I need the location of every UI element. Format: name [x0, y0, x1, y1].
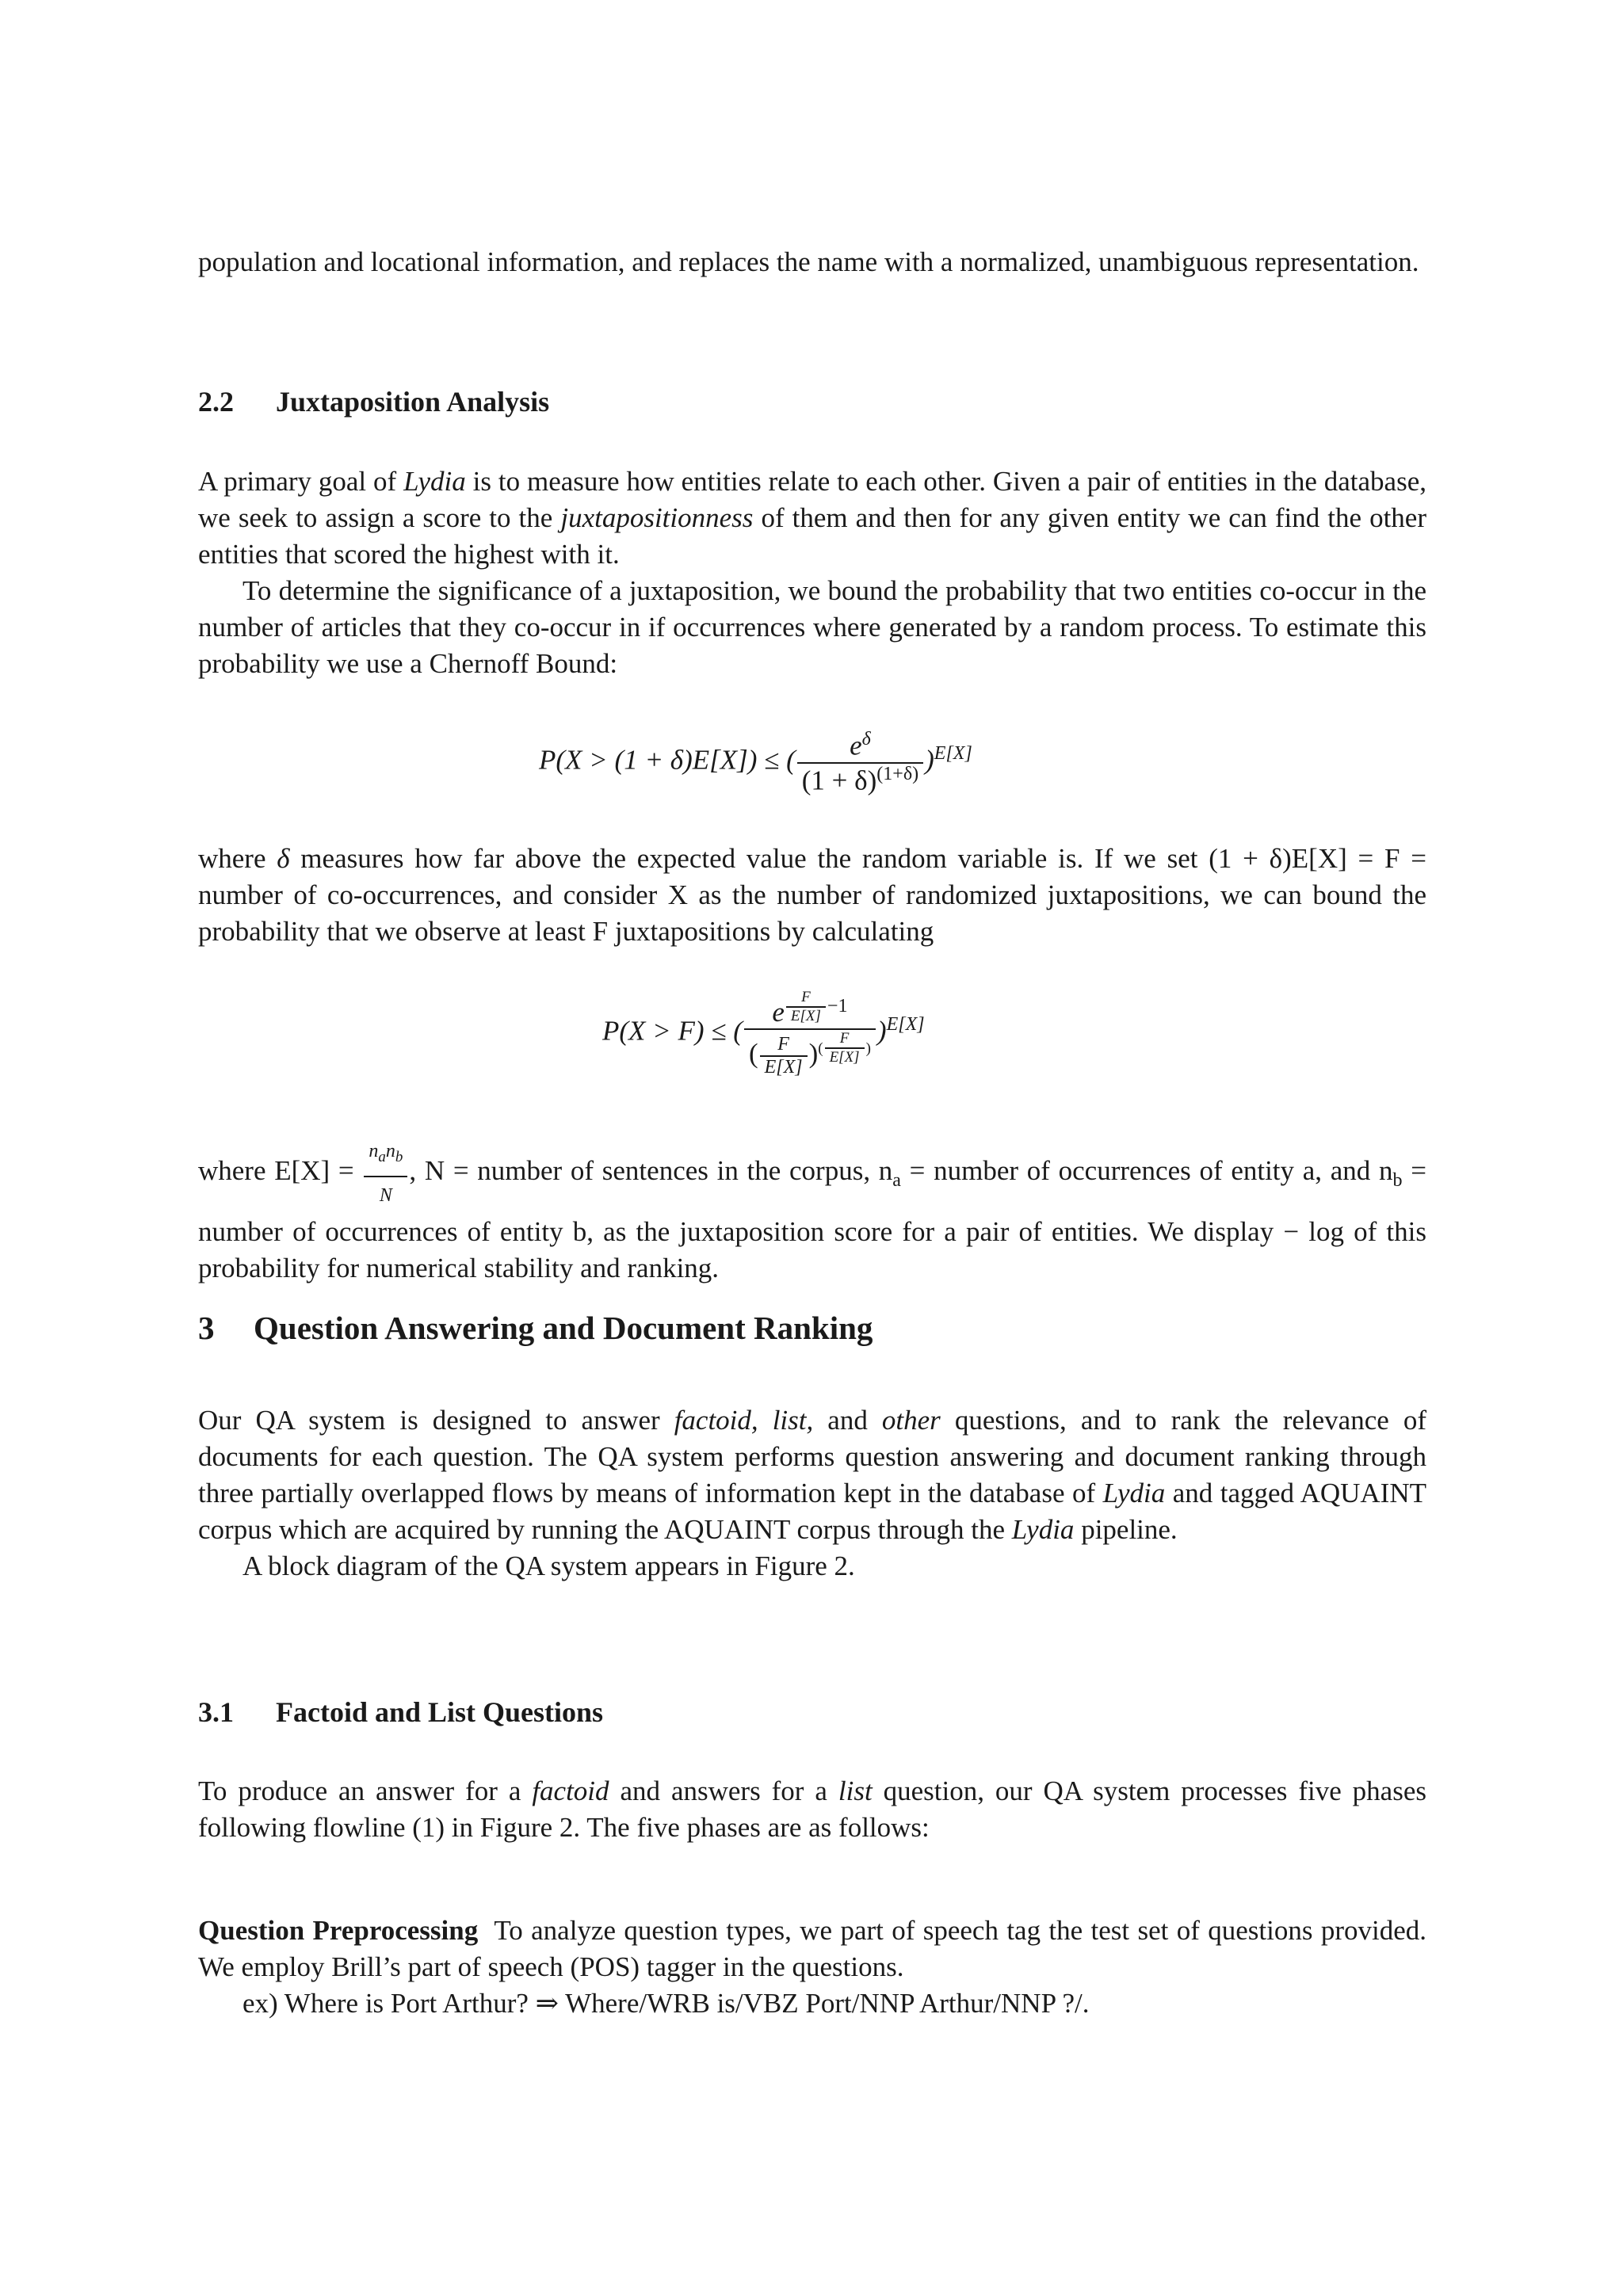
eq-sup [785, 989, 848, 1024]
eq-paren: ) [865, 1039, 871, 1057]
paragraph [198, 463, 1426, 573]
text-run: question, our QA system processes five phases following flowline (1) in Figure 2. The five phases are as follows: [198, 1775, 1426, 1843]
section-number: 3.1 [198, 1696, 234, 1728]
intro-text: population and locational information, and replaces the name with a normalized, unambiguous representation. [198, 246, 1419, 277]
paragraph: A block diagram of the QA system appears in Figure 2. [242, 1550, 855, 1581]
section-3-1-heading [198, 1695, 603, 1729]
inline-fraction [364, 1133, 407, 1214]
text-run: , N = number of sentences in the corpus, n [409, 1154, 893, 1186]
section-title: Juxtaposition Analysis [276, 386, 550, 418]
eq-sup: (1+δ) [876, 763, 919, 784]
eq-sub: a [378, 1148, 386, 1165]
section-2-2-body-3 [198, 1133, 1426, 1287]
example-line: ex) Where is Port Arthur? ⇒ Where/WRB is/VBZ Port/NNP Arthur/NNP ?/. [242, 1988, 1090, 2019]
eq-paren: ( [818, 1039, 823, 1057]
eq-denominator [744, 1030, 876, 1078]
paragraph: To determine the significance of a juxtaposition, we bound the probability that two entities co-occur in the number of articles that they co-occur in if occurrences where generated by a random process. To estimate this probability we use a Chernoff Bound: [198, 575, 1426, 679]
eq-numerator [797, 729, 923, 764]
text-run: and [813, 1405, 882, 1436]
section-3-1-body-2 [198, 1913, 1426, 2022]
eq-term: e [850, 730, 862, 761]
text-run: Our QA system is designed to answer [198, 1405, 674, 1436]
eq-term: n [369, 1141, 379, 1161]
paragraph [198, 841, 1426, 950]
eq-lhs: P(X > (1 + δ)E[X]) ≤ ( [539, 744, 796, 776]
eq-paren: ( [748, 1038, 758, 1070]
section-3-1-body [198, 1773, 1426, 1846]
text-run: where E[X] = [198, 1154, 363, 1186]
eq-numerator: F [760, 1034, 808, 1057]
eq-numerator [744, 989, 876, 1030]
paragraph [198, 1773, 1426, 1846]
emphasis: factoid, list, [674, 1405, 814, 1436]
eq-sup [818, 1030, 871, 1066]
section-3-body [198, 1402, 1426, 1585]
eq-term: n [385, 1141, 395, 1161]
emphasis: factoid [532, 1775, 609, 1806]
section-2-2-heading [198, 385, 549, 418]
subscript: a [892, 1169, 901, 1191]
text-run: measures how far above the expected value the random variable is. If we set (1 + δ)E[X] = F = number of co-occurrences, and consider X as the number of randomized juxtapositions, we can bound the probability that we observe at least F juxtapositions by calculating [198, 843, 1426, 947]
eq-sub-fraction [786, 989, 826, 1025]
eq-denominator: E[X] [829, 1049, 860, 1066]
emphasis: juxtapositionness [560, 502, 754, 533]
equation-juxtaposition-bound [602, 989, 925, 1078]
eq-exponent: E[X] [934, 743, 972, 765]
eq-paren: ) [808, 1038, 819, 1070]
section-title: Factoid and List Questions [276, 1696, 604, 1728]
text-run: To analyze question types, we part of speech tag the test set of questions provided. We employ Brill’s part of speech (POS) tagger in the questions. [198, 1915, 1427, 1982]
eq-denominator: E[X] [790, 1008, 821, 1024]
section-3-heading [198, 1309, 873, 1347]
eq-denominator: E[X] [764, 1057, 803, 1078]
emphasis: list [838, 1775, 873, 1806]
eq-numerator: F [825, 1030, 865, 1049]
emphasis: Lydia [1011, 1514, 1075, 1545]
eq-term: −1 [827, 995, 848, 1016]
math-symbol: δ [277, 843, 290, 874]
eq-fraction [797, 729, 923, 796]
paragraph [198, 1133, 1426, 1287]
text-run: pipeline. [1074, 1514, 1178, 1545]
eq-denominator: N [379, 1184, 392, 1206]
eq-exponent: E[X] [886, 1014, 925, 1035]
text-run: A primary goal of [198, 466, 404, 497]
text-run: is to measure how entities relate to each other. Given a pair of entities in the database, we seek to assign a score to the [198, 466, 1426, 533]
eq-sub: b [395, 1148, 403, 1165]
eq-denominator [797, 764, 923, 797]
emphasis: Lydia [1102, 1478, 1166, 1508]
text-run: where [198, 843, 277, 874]
paragraph [198, 1402, 1426, 1548]
text-run: of them and then for any given entity we can find the other entities that scored the highest with it. [198, 502, 1426, 570]
eq-lhs: P(X > F) ≤ ( [602, 1015, 743, 1047]
eq-sub-fraction [825, 1030, 865, 1066]
eq-numerator: F [786, 989, 826, 1008]
text-run: and answers for a [609, 1775, 838, 1806]
section-number: 3 [198, 1310, 215, 1346]
section-2-2-body [198, 463, 1426, 682]
emphasis: Lydia [403, 466, 466, 497]
text-run: and tagged AQUAINT corpus which are acquired by running the AQUAINT corpus through the [198, 1478, 1426, 1545]
paragraph [198, 1913, 1426, 1985]
section-number: 2.2 [198, 386, 234, 418]
section-2-2-body-2 [198, 841, 1426, 950]
section-title: Question Answering and Document Ranking [254, 1310, 873, 1346]
text-run: = number of occurrences of entity a, and n [900, 1154, 1393, 1186]
intro-paragraph [198, 244, 1426, 280]
text-run: questions, and to rank the relevance of documents for each question. The QA system performs question answering and document ranking through three partially overlapped flows by means of information kept in the database of [198, 1405, 1426, 1508]
eq-paren: ) [876, 1015, 887, 1047]
run-in-heading: Question Preprocessing [198, 1915, 479, 1946]
equation-chernoff-bound [539, 729, 972, 796]
text-run: To produce an answer for a [198, 1775, 533, 1806]
text-run: = number of occurrences of entity b, as the juxtaposition score for a pair of entities. We display − log of this probability for numerical stability and ranking. [198, 1154, 1426, 1283]
eq-fraction [744, 989, 876, 1078]
eq-numerator [364, 1133, 407, 1177]
emphasis: other [881, 1405, 941, 1436]
eq-sub-fraction [760, 1034, 808, 1078]
eq-sup: δ [861, 729, 871, 749]
eq-term: e [772, 997, 785, 1028]
subscript: b [1392, 1169, 1403, 1191]
eq-term: (1 + δ) [801, 765, 877, 796]
eq-paren: ) [925, 744, 934, 776]
